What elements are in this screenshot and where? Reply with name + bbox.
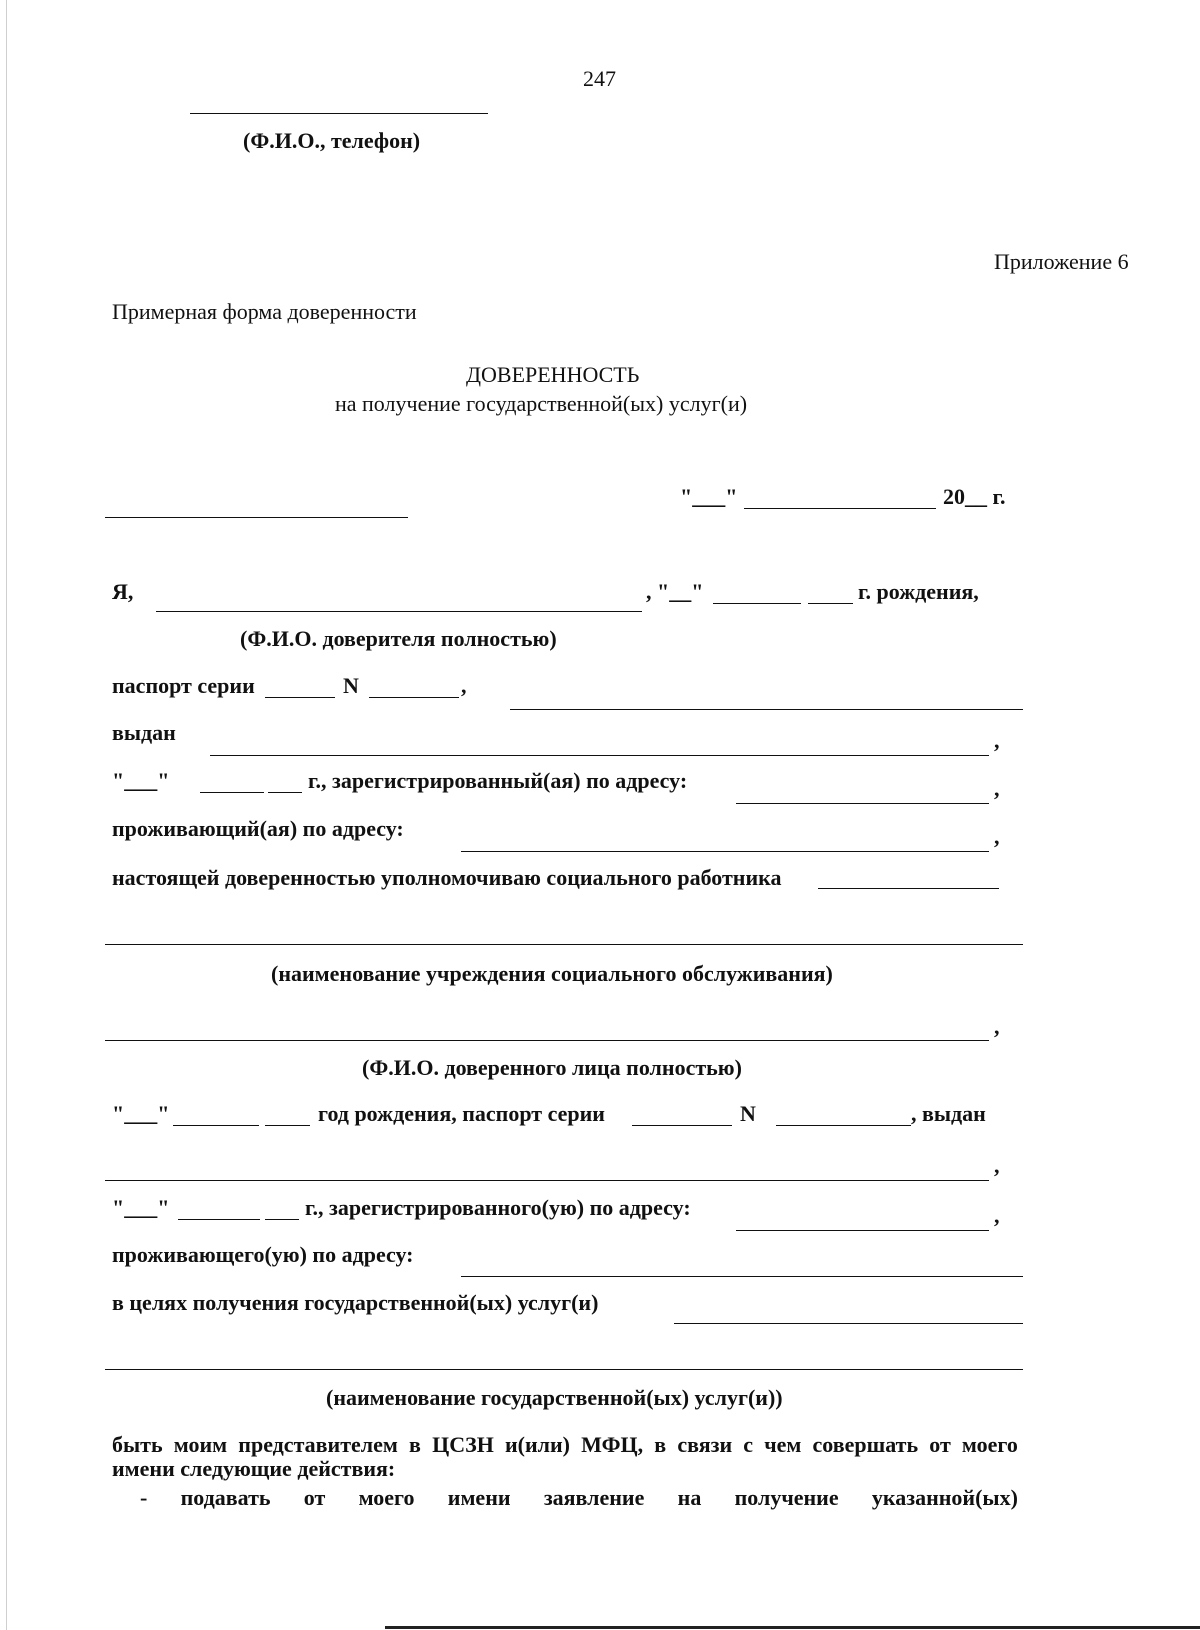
agent-live-text: проживающего(ую) по адресу:: [112, 1242, 414, 1267]
reg-text: г., зарегистрированный(ая) по адресу:: [308, 768, 688, 793]
agent-issued-comma: ,: [994, 1153, 1000, 1178]
contact-signature-line: [190, 113, 488, 114]
principal-caption: (Ф.И.О. доверителя полностью): [240, 626, 557, 651]
issued-label: выдан: [112, 720, 176, 745]
principal-dob-mark: , "__": [646, 579, 704, 604]
principal-dob-year-line: [808, 603, 853, 604]
institution-caption: (наименование учреждения социального обслуживания): [271, 961, 833, 986]
agent-name-comma: ,: [994, 1014, 1000, 1039]
reg-date-quote: "___": [112, 768, 170, 793]
principal-ya: Я,: [112, 579, 134, 604]
document-subtitle: на получение государственной(ых) услуг(и): [335, 391, 748, 416]
agent-dob-month-line: [173, 1125, 259, 1126]
institution-line: [105, 944, 1023, 945]
purpose-text: в целях получения государственной(ых) услуг(и): [112, 1290, 599, 1315]
agent-name-line: [105, 1040, 989, 1041]
agent-dob-quote: "___": [112, 1101, 170, 1126]
services-line: [105, 1369, 1023, 1370]
social-worker-line: [818, 888, 999, 889]
body-line-2: имени следующие действия:: [112, 1456, 396, 1481]
date-day-quote: "___": [680, 484, 738, 509]
passport-comma: ,: [461, 673, 467, 698]
agent-reg-quote: "___": [112, 1195, 170, 1220]
agent-passport-n: N: [740, 1101, 756, 1126]
reg-comma: ,: [994, 776, 1000, 801]
agent-reg-address-line: [736, 1230, 989, 1231]
agent-dob-text: год рождения, паспорт серии: [318, 1101, 605, 1126]
scan-bottom-edge: [385, 1626, 1200, 1629]
form-type-label: Примерная форма доверенности: [112, 299, 417, 324]
purpose-line: [674, 1323, 1023, 1324]
scan-left-edge: [6, 0, 7, 1630]
issued-by-line: [210, 755, 989, 756]
place-line: [105, 517, 408, 518]
bullet-line: - подавать от моего имени заявление на получение указанной(ых): [140, 1485, 1018, 1510]
agent-passport-series-line: [632, 1125, 732, 1126]
agent-issued-text: , выдан: [911, 1101, 986, 1126]
principal-name-line: [156, 611, 642, 612]
contact-caption: (Ф.И.О., телефон): [243, 128, 421, 153]
principal-dob-suffix: г. рождения,: [858, 579, 979, 604]
passport-extra-line: [510, 709, 1023, 710]
live-text: проживающий(ая) по адресу:: [112, 816, 404, 841]
date-year: 20__ г.: [943, 484, 1006, 509]
passport-number-line: [369, 697, 459, 698]
live-comma: ,: [994, 824, 1000, 849]
agent-reg-month-line: [178, 1219, 260, 1220]
body-line-1: быть моим представителем в ЦСЗН и(или) МФЦ, в связи с чем совершать от моего: [112, 1432, 1018, 1457]
passport-n-label: N: [343, 673, 359, 698]
agent-caption: (Ф.И.О. доверенного лица полностью): [362, 1055, 742, 1080]
authorize-text: настоящей доверенностью уполномочиваю социального работника: [112, 865, 782, 890]
reg-address-line: [736, 803, 989, 804]
document-title: ДОВЕРЕННОСТЬ: [466, 362, 640, 387]
reg-month-line: [200, 792, 264, 793]
passport-series-label: паспорт серии: [112, 673, 255, 698]
page-number: 247: [583, 66, 616, 91]
agent-reg-year-line: [265, 1219, 299, 1220]
date-month-line: [744, 508, 936, 509]
agent-issued-by-line: [105, 1180, 989, 1181]
principal-dob-month-line: [713, 603, 801, 604]
agent-reg-comma: ,: [994, 1203, 1000, 1228]
agent-passport-number-line: [776, 1125, 911, 1126]
passport-series-line: [265, 697, 335, 698]
issued-comma: ,: [994, 728, 1000, 753]
reg-year-line: [268, 792, 302, 793]
agent-live-address-line: [461, 1276, 1023, 1277]
appendix-label: Приложение 6: [994, 249, 1129, 274]
live-address-line: [461, 851, 989, 852]
agent-reg-text: г., зарегистрированного(ую) по адресу:: [305, 1195, 691, 1220]
services-caption: (наименование государственной(ых) услуг(и)): [326, 1385, 783, 1410]
agent-dob-year-line: [265, 1125, 310, 1126]
